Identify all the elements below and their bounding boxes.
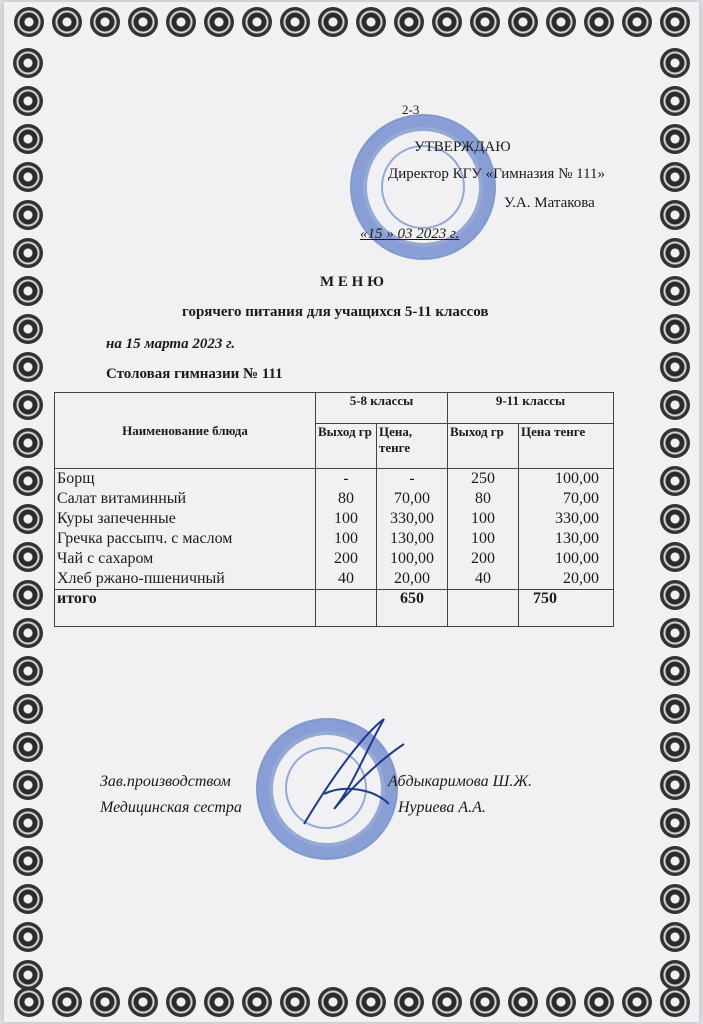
price-5-8: 100,00 bbox=[377, 549, 448, 569]
table-row bbox=[55, 549, 614, 569]
canteen-name: Столовая гимназии № 111 bbox=[106, 366, 283, 382]
document-number: 2-3 bbox=[402, 102, 420, 117]
column-header-yield-1: Выход гр bbox=[316, 424, 377, 469]
price-9-11: 100,00 bbox=[519, 549, 614, 569]
total-9-11: 750 bbox=[519, 590, 614, 627]
yield-5-8: 100 bbox=[316, 529, 377, 549]
column-header-price-1: Цена, тенге bbox=[377, 424, 448, 469]
nurse-name: Нуриева А.А. bbox=[398, 799, 486, 816]
table-row bbox=[55, 489, 614, 509]
dish-name: Чай с сахаром bbox=[55, 549, 316, 569]
price-5-8: 20,00 bbox=[377, 569, 448, 590]
column-header-dish: Наименование блюда bbox=[55, 393, 316, 469]
right-ornament-border bbox=[659, 44, 691, 994]
menu-table bbox=[54, 392, 614, 627]
column-header-price-2: Цена тенге bbox=[519, 424, 614, 469]
menu-title: М Е Н Ю bbox=[320, 274, 384, 290]
price-9-11: 100,00 bbox=[519, 469, 614, 490]
table-row bbox=[55, 569, 614, 590]
total-5-8: 650 bbox=[377, 590, 448, 627]
yield-9-11: 250 bbox=[448, 469, 519, 490]
menu-date: на 15 марта 2023 г. bbox=[106, 336, 236, 352]
price-9-11: 20,00 bbox=[519, 569, 614, 590]
price-9-11: 330,00 bbox=[519, 509, 614, 529]
yield-5-8: 200 bbox=[316, 549, 377, 569]
bottom-ornament-border bbox=[10, 986, 694, 1018]
table-row bbox=[55, 469, 614, 490]
left-ornament-border bbox=[12, 44, 44, 994]
dish-name: Хлеб ржано-пшеничный bbox=[55, 569, 316, 590]
dish-name: Гречка рассыпч. с маслом bbox=[55, 529, 316, 549]
approval-name: У.А. Матакова bbox=[504, 195, 595, 211]
column-header-yield-2: Выход гр bbox=[448, 424, 519, 469]
price-5-8: - bbox=[377, 469, 448, 490]
price-5-8: 330,00 bbox=[377, 509, 448, 529]
approval-date: «15 » 03 2023 г. bbox=[360, 226, 460, 242]
yield-5-8: 100 bbox=[316, 509, 377, 529]
table-row bbox=[55, 529, 614, 549]
dish-name: Салат витаминный bbox=[55, 489, 316, 509]
yield-9-11: 100 bbox=[448, 529, 519, 549]
price-9-11: 130,00 bbox=[519, 529, 614, 549]
column-group-9-11: 9-11 классы bbox=[448, 393, 614, 424]
production-manager-title: Зав.производством bbox=[100, 773, 231, 790]
yield-9-11: 40 bbox=[448, 569, 519, 590]
top-ornament-border bbox=[10, 6, 694, 38]
yield-9-11: 100 bbox=[448, 509, 519, 529]
dish-name: Борщ bbox=[55, 469, 316, 490]
column-group-5-8: 5-8 классы bbox=[316, 393, 448, 424]
production-manager-name: Абдыкаримова Ш.Ж. bbox=[388, 773, 532, 790]
document-sheet bbox=[4, 2, 699, 1022]
yield-5-8: 80 bbox=[316, 489, 377, 509]
approval-heading: УТВЕРЖДАЮ bbox=[414, 139, 511, 155]
total-label: итого bbox=[55, 590, 316, 627]
yield-9-11: 80 bbox=[448, 489, 519, 509]
dish-name: Куры запеченные bbox=[55, 509, 316, 529]
nurse-title: Медицинская сестра bbox=[100, 799, 242, 816]
table-row bbox=[55, 509, 614, 529]
yield-9-11: 200 bbox=[448, 549, 519, 569]
price-5-8: 70,00 bbox=[377, 489, 448, 509]
price-9-11: 70,00 bbox=[519, 489, 614, 509]
yield-5-8: 40 bbox=[316, 569, 377, 590]
total-row bbox=[55, 590, 614, 627]
menu-subtitle: горячего питания для учащихся 5-11 классов bbox=[182, 304, 489, 320]
approval-position: Директор КГУ «Гимназия № 111» bbox=[388, 166, 606, 182]
price-5-8: 130,00 bbox=[377, 529, 448, 549]
yield-5-8: - bbox=[316, 469, 377, 490]
